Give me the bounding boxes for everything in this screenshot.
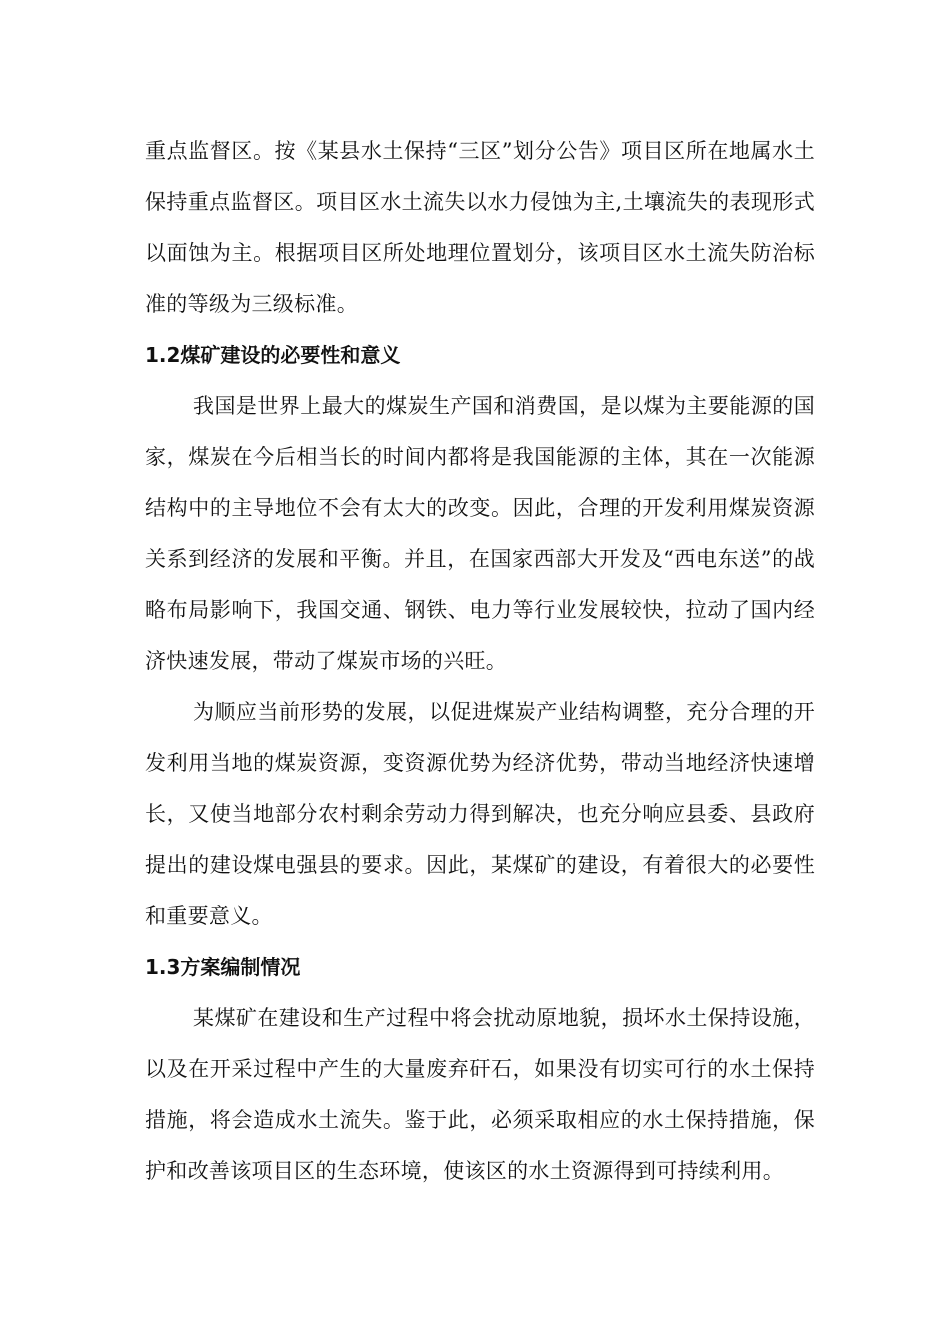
- paragraph-continued: 重点监督区。按《某县水土保持“三区”划分公告》项目区所在地属水土保持重点监督区。项目区水土流失以水力侵蚀为主,土壤流失的表现形式以面蚀为主。根据项目区所处地理位置划分，该项目区水土流失防治标准的等级为三级标准。: [145, 139, 815, 316]
- paragraph-development-need: 为顺应当前形势的发展，以促进煤炭产业结构调整，充分合理的开发利用当地的煤炭资源，变资源优势为经济优势，带动当地经济快速增长，又使当地部分农村剩余劳动力得到解决，也充分响应县委、县政府提出的建设煤电强县的要求。因此，某煤矿的建设，有着很大的必要性和重要意义。: [145, 700, 815, 928]
- paragraph-plan-preparation: 某煤矿在建设和生产过程中将会扰动原地貌，损坏水土保持设施，以及在开采过程中产生的大量废弃矸石，如果没有切实可行的水土保持措施，将会造成水土流失。鉴于此，必须采取相应的水土保持措施，保护和改善该项目区的生态环境，使该区的水土资源得到可持续利用。: [145, 1006, 815, 1183]
- section-heading-1-3: 1.3方案编制情况: [145, 955, 301, 979]
- paragraph-energy-importance: 我国是世界上最大的煤炭生产国和消费国，是以煤为主要能源的国家，煤炭在今后相当长的时间内都将是我国能源的主体，其在一次能源结构中的主导地位不会有太大的改变。因此，合理的开发利用煤炭资源关系到经济的发展和平衡。并且，在国家西部大开发及“西电东送”的战略布局影响下，我国交通、钢铁、电力等行业发展较快，拉动了国内经济快速发展，带动了煤炭市场的兴旺。: [145, 394, 815, 673]
- document-body: [145, 126, 815, 1197]
- section-heading-1-2: 1.2煤矿建设的必要性和意义: [145, 343, 401, 367]
